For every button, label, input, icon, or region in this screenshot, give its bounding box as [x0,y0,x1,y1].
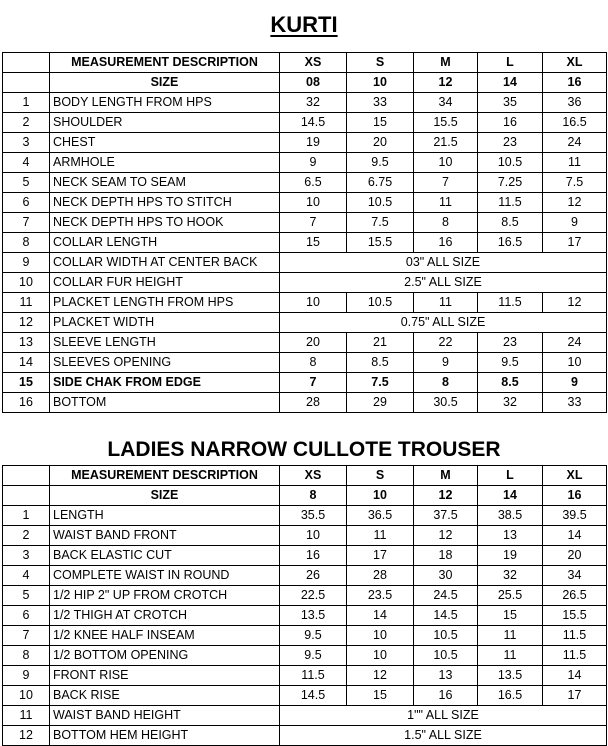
measurement-value: 22 [414,333,478,353]
measurement-value: 8.5 [478,213,543,233]
measurement-description: WAIST BAND FRONT [50,526,280,546]
row-number: 14 [3,353,50,373]
table-row [3,93,607,113]
size-label: SIZE [50,486,280,506]
trouser-size-chart [2,465,607,746]
measurement-value: 12 [347,666,414,686]
row-number: 3 [3,133,50,153]
measurement-description: FRONT RISE [50,666,280,686]
measurement-value: 8 [280,353,347,373]
table-row [3,586,607,606]
measurement-description: COLLAR FUR HEIGHT [50,273,280,293]
table-row [3,526,607,546]
row-number: 4 [3,566,50,586]
row-number: 11 [3,706,50,726]
empty-cell [3,486,50,506]
row-number: 8 [3,646,50,666]
size-label: SIZE [50,73,280,93]
row-number: 10 [3,273,50,293]
measurement-value: 10 [543,353,607,373]
measurement-value: 28 [280,393,347,413]
measurement-value: 7 [280,213,347,233]
all-size-value: 2.5" ALL SIZE [280,273,607,293]
measurement-value: 16.5 [478,686,543,706]
table-row [3,666,607,686]
row-number: 3 [3,546,50,566]
measurement-value: 23.5 [347,586,414,606]
empty-cell [3,73,50,93]
measurement-value: 30 [414,566,478,586]
size-header: S [347,466,414,486]
table-row [3,393,607,413]
size-header: M [414,466,478,486]
measurement-value: 38.5 [478,506,543,526]
size-number: 12 [414,73,478,93]
measurement-description: NECK SEAM TO SEAM [50,173,280,193]
measurement-value: 23 [478,133,543,153]
measurement-value: 18 [414,546,478,566]
row-number: 6 [3,193,50,213]
measurement-value: 19 [478,546,543,566]
measurement-description: COMPLETE WAIST IN ROUND [50,566,280,586]
size-header: XL [543,53,607,73]
table-row [3,726,607,746]
measurement-description: 1/2 HIP 2" UP FROM CROTCH [50,586,280,606]
measurement-value: 11 [478,646,543,666]
measurement-value: 11.5 [478,193,543,213]
all-size-value: 1"" ALL SIZE [280,706,607,726]
measurement-value: 20 [543,546,607,566]
measurement-value: 10 [280,193,347,213]
measurement-value: 11 [478,626,543,646]
table-row [3,113,607,133]
measurement-value: 15 [347,113,414,133]
size-number: 14 [478,486,543,506]
all-size-value: 1.5" ALL SIZE [280,726,607,746]
table-row [3,686,607,706]
row-number: 5 [3,173,50,193]
measurement-value: 9 [543,373,607,393]
measurement-value: 10 [280,526,347,546]
row-number: 12 [3,726,50,746]
measurement-description: ARMHOLE [50,153,280,173]
table-row [3,626,607,646]
measurement-value: 16 [414,233,478,253]
measurement-value: 11 [414,293,478,313]
measurement-value: 30.5 [414,393,478,413]
measurement-value: 10.5 [414,646,478,666]
size-header: S [347,53,414,73]
measurement-value: 11.5 [543,626,607,646]
size-header: M [414,53,478,73]
measurement-description: SLEEVE LENGTH [50,333,280,353]
size-header: L [478,53,543,73]
all-size-value: 0.75" ALL SIZE [280,313,607,333]
row-number: 2 [3,526,50,546]
measurement-value: 17 [543,233,607,253]
measurement-value: 14 [543,666,607,686]
measurement-value: 39.5 [543,506,607,526]
measurement-description: NECK DEPTH HPS TO HOOK [50,213,280,233]
table-row [3,193,607,213]
measurement-value: 9 [414,353,478,373]
measurement-value: 24 [543,133,607,153]
measurement-description: WAIST BAND HEIGHT [50,706,280,726]
measurement-value: 9.5 [347,153,414,173]
table-row [3,173,607,193]
measurement-value: 11.5 [280,666,347,686]
measurement-description: BOTTOM HEM HEIGHT [50,726,280,746]
measurement-value: 14 [543,526,607,546]
measurement-value: 26.5 [543,586,607,606]
measurement-value: 10 [414,153,478,173]
table-row [3,566,607,586]
size-number: 16 [543,486,607,506]
measurement-description: BODY LENGTH FROM HPS [50,93,280,113]
size-header: L [478,466,543,486]
measurement-value: 24.5 [414,586,478,606]
measurement-value: 11 [543,153,607,173]
measurement-value: 9.5 [280,626,347,646]
measurement-value: 12 [543,293,607,313]
measurement-value: 23 [478,333,543,353]
measurement-description-header: MEASUREMENT DESCRIPTION [50,466,280,486]
size-number: 10 [347,73,414,93]
measurement-description: COLLAR LENGTH [50,233,280,253]
measurement-description: NECK DEPTH HPS TO STITCH [50,193,280,213]
row-number: 1 [3,93,50,113]
row-number: 12 [3,313,50,333]
measurement-value: 10.5 [478,153,543,173]
empty-cell [3,53,50,73]
measurement-description: BACK RISE [50,686,280,706]
table-row [3,706,607,726]
measurement-description: SLEEVES OPENING [50,353,280,373]
measurement-value: 34 [414,93,478,113]
measurement-value: 29 [347,393,414,413]
size-header: XS [280,53,347,73]
measurement-value: 12 [414,526,478,546]
measurement-value: 15 [478,606,543,626]
measurement-value: 10 [347,646,414,666]
measurement-value: 16 [478,113,543,133]
empty-cell [3,466,50,486]
row-number: 13 [3,333,50,353]
measurement-value: 7.25 [478,173,543,193]
header-row [3,466,607,486]
measurement-value: 9.5 [280,646,347,666]
measurement-value: 24 [543,333,607,353]
measurement-value: 8 [414,373,478,393]
measurement-value: 17 [543,686,607,706]
table-row [3,313,607,333]
table-row [3,273,607,293]
size-number: 16 [543,73,607,93]
header-row [3,53,607,73]
measurement-description: PLACKET WIDTH [50,313,280,333]
measurement-description: BOTTOM [50,393,280,413]
size-number: 14 [478,73,543,93]
measurement-description: 1/2 THIGH AT CROTCH [50,606,280,626]
size-row [3,486,607,506]
measurement-value: 16.5 [543,113,607,133]
table-row [3,153,607,173]
measurement-description: PLACKET LENGTH FROM HPS [50,293,280,313]
measurement-value: 8.5 [347,353,414,373]
table-row [3,606,607,626]
measurement-value: 13 [478,526,543,546]
measurement-value: 9 [543,213,607,233]
measurement-description: 1/2 BOTTOM OPENING [50,646,280,666]
size-header: XL [543,466,607,486]
measurement-value: 25.5 [478,586,543,606]
measurement-value: 32 [280,93,347,113]
table-row [3,373,607,393]
measurement-value: 35.5 [280,506,347,526]
measurement-value: 7.5 [347,373,414,393]
measurement-value: 11 [414,193,478,213]
measurement-value: 16 [280,546,347,566]
measurement-value: 20 [280,333,347,353]
measurement-value: 14 [347,606,414,626]
measurement-value: 15.5 [347,233,414,253]
measurement-value: 7.5 [543,173,607,193]
measurement-value: 14.5 [280,113,347,133]
measurement-value: 15 [280,233,347,253]
size-number: 08 [280,73,347,93]
measurement-value: 13.5 [478,666,543,686]
size-number: 12 [414,486,478,506]
row-number: 11 [3,293,50,313]
table-row [3,546,607,566]
measurement-description: LENGTH [50,506,280,526]
row-number: 15 [3,373,50,393]
table-row [3,133,607,153]
measurement-value: 22.5 [280,586,347,606]
size-header: XS [280,466,347,486]
measurement-value: 33 [347,93,414,113]
measurement-value: 7.5 [347,213,414,233]
row-number: 7 [3,626,50,646]
measurement-description-header: MEASUREMENT DESCRIPTION [50,53,280,73]
measurement-value: 28 [347,566,414,586]
measurement-value: 11 [347,526,414,546]
measurement-value: 14.5 [414,606,478,626]
row-number: 6 [3,606,50,626]
measurement-value: 32 [478,566,543,586]
measurement-value: 6.75 [347,173,414,193]
row-number: 8 [3,233,50,253]
measurement-value: 20 [347,133,414,153]
measurement-value: 7 [280,373,347,393]
measurement-value: 10 [347,626,414,646]
table-row [3,333,607,353]
measurement-value: 15.5 [543,606,607,626]
measurement-value: 36 [543,93,607,113]
all-size-value: 03" ALL SIZE [280,253,607,273]
measurement-value: 26 [280,566,347,586]
measurement-value: 19 [280,133,347,153]
measurement-value: 9 [280,153,347,173]
kurti-size-chart [2,52,607,413]
measurement-value: 33 [543,393,607,413]
measurement-value: 7 [414,173,478,193]
measurement-description: SIDE CHAK FROM EDGE [50,373,280,393]
measurement-value: 10.5 [347,293,414,313]
table-row [3,293,607,313]
measurement-value: 32 [478,393,543,413]
measurement-value: 10.5 [414,626,478,646]
measurement-description: CHEST [50,133,280,153]
measurement-value: 34 [543,566,607,586]
row-number: 1 [3,506,50,526]
table-row [3,353,607,373]
measurement-value: 8.5 [478,373,543,393]
measurement-value: 16 [414,686,478,706]
measurement-value: 37.5 [414,506,478,526]
row-number: 5 [3,586,50,606]
row-number: 9 [3,666,50,686]
measurement-value: 16.5 [478,233,543,253]
measurement-value: 21 [347,333,414,353]
trouser-title: LADIES NARROW CULLOTE TROUSER [107,438,501,461]
measurement-value: 9.5 [478,353,543,373]
row-number: 7 [3,213,50,233]
measurement-value: 15.5 [414,113,478,133]
row-number: 9 [3,253,50,273]
measurement-value: 36.5 [347,506,414,526]
measurement-value: 10 [280,293,347,313]
measurement-value: 13.5 [280,606,347,626]
measurement-value: 21.5 [414,133,478,153]
measurement-description: BACK ELASTIC CUT [50,546,280,566]
table-row [3,213,607,233]
measurement-value: 14.5 [280,686,347,706]
measurement-description: SHOULDER [50,113,280,133]
table-row [3,506,607,526]
measurement-value: 12 [543,193,607,213]
measurement-value: 17 [347,546,414,566]
row-number: 4 [3,153,50,173]
measurement-description: 1/2 KNEE HALF INSEAM [50,626,280,646]
size-row [3,73,607,93]
measurement-value: 13 [414,666,478,686]
kurti-title: KURTI [270,12,338,37]
table-row [3,253,607,273]
measurement-value: 11.5 [478,293,543,313]
table-row [3,233,607,253]
row-number: 10 [3,686,50,706]
measurement-value: 10.5 [347,193,414,213]
size-number: 8 [280,486,347,506]
measurement-value: 15 [347,686,414,706]
size-number: 10 [347,486,414,506]
measurement-value: 6.5 [280,173,347,193]
measurement-value: 35 [478,93,543,113]
measurement-value: 8 [414,213,478,233]
row-number: 2 [3,113,50,133]
row-number: 16 [3,393,50,413]
measurement-description: COLLAR WIDTH AT CENTER BACK [50,253,280,273]
measurement-value: 11.5 [543,646,607,666]
table-row [3,646,607,666]
